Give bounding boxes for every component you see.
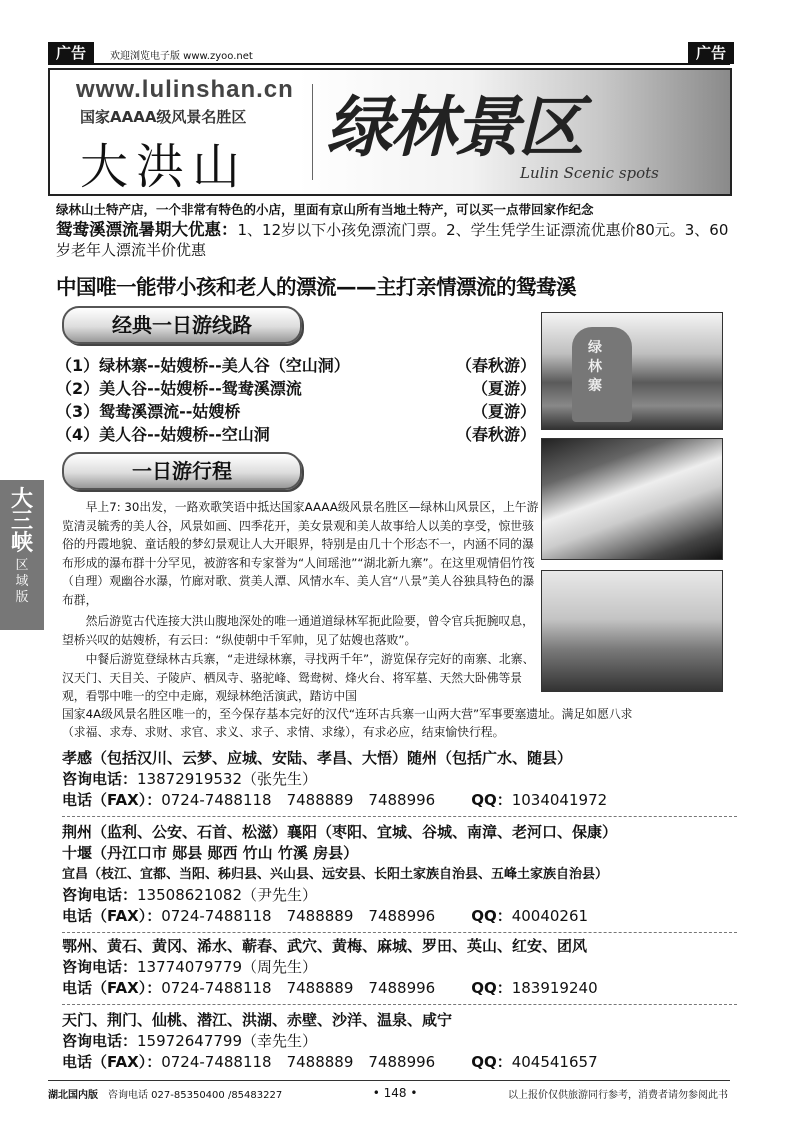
itinerary-para-4: 国家4A级风景名胜区唯一的，至今保存基本完好的汉代“连环古兵寨一山两大营”军事要塞遗址。满足如愿八求 <box>62 707 633 721</box>
contact-regions: 宜昌（枝江、宜都、当阳、秭归县、兴山县、远安县、长阳土家族自治县、五峰土家族自治县） <box>62 867 609 882</box>
itinerary-para-5: （求福、求寿、求财、求官、求义、求子、求情、求缘），有求必应，结束愉快行程。 <box>62 725 505 739</box>
banner-divider <box>312 84 313 180</box>
banner-url: www.lulinshan.cn <box>76 76 294 103</box>
itinerary-para-1: 早上7: 30出发，一路欢歌笑语中抵达国家AAAA级风景名胜区—绿林山风景区，上午游览清灵毓秀的美人谷，风景如画、四季花开，美女景观和美人故事给人以美的享受，惊世骇俗的丹霞地貌、童话般的梦幻景观让人大开眼界，特别是由几十个形态不一，内涵不同的瀑布形成的瀑布群十分罕见，被游客和专家誉为“人间瑶池”“湖北新九寨”。在这里观情侣竹筏（自理）观幽谷水瀑，竹廊对歌、赏美人潭、风情水车、美人宫“八景”美人谷独具特色的瀑布群， <box>62 500 539 607</box>
promo-body: 1、12岁以下小孩免漂流门票。2、学生凭学生证漂流优惠价80元。3、60岁老年人漂流半价优惠 <box>56 221 729 259</box>
side-label-sub: 区域版 <box>15 558 29 605</box>
contact-fax: 电话（FAX）： 0724-7488118 7488889 7488996 QQ： 404541657 <box>62 1053 598 1071</box>
contact-fax: 电话（FAX）： 0724-7488118 7488889 7488996 QQ： 183919240 <box>62 979 598 997</box>
contact-hotline: 咨询电话：13508621082（尹先生） <box>62 886 317 904</box>
route-list <box>56 354 536 446</box>
contact-divider <box>62 1004 737 1005</box>
contact-block <box>62 822 742 927</box>
route-item: （3）鸳鸯溪漂流--姑嫂桥 （夏游） <box>56 402 536 421</box>
page-number: • 148 • <box>372 1086 418 1100</box>
photo-landscape <box>541 570 723 692</box>
header-rule <box>48 63 730 65</box>
headline: 中国唯一能带小孩和老人的漂流——主打亲情漂流的鸳鸯溪 <box>56 275 576 299</box>
site-note: 欢迎浏览电子版 www.zyoo.net <box>110 51 253 62</box>
photo-stone-village <box>541 312 723 430</box>
photo-rafting <box>541 438 723 560</box>
route-item: （2）美人谷--姑嫂桥--鸳鸯溪漂流 （夏游） <box>56 379 536 398</box>
contact-regions: 天门、荆门、仙桃、潜江、洪湖、赤壁、沙洋、温泉、咸宁 <box>62 1011 453 1029</box>
contact-regions: 荆州（监利、公安、石首、松滋）襄阳（枣阳、宜城、谷城、南漳、老河口、保康） <box>62 823 618 841</box>
contact-divider <box>62 932 737 933</box>
ad-label-left: 广告 <box>48 42 94 64</box>
side-edition-label <box>0 480 44 630</box>
side-label-main: 大三峡 <box>10 486 33 556</box>
contact-block <box>62 936 742 999</box>
footer-rule <box>48 1080 730 1081</box>
promo-text <box>56 220 736 260</box>
promo-title: 鸳鸯溪漂流暑期大优惠： <box>56 220 238 239</box>
contact-regions: 十堰（丹江口市 郧县 郧西 竹山 竹溪 房县） <box>62 844 359 862</box>
contact-divider <box>62 816 737 817</box>
banner-grade: 国家AAAA级风景名胜区 <box>80 108 247 126</box>
ad-label-right: 广告 <box>688 42 734 64</box>
route-item: （1）绿林寨--姑嫂桥--美人谷（空山洞） （春秋游） <box>56 356 536 375</box>
section-title-itinerary: 一日游行程 <box>62 452 302 490</box>
footer-left: 湖北国内版 咨询电话 027-85350400 /85483227 <box>48 1090 283 1101</box>
banner-logo: 绿林景区 <box>326 88 582 166</box>
banner <box>48 68 732 196</box>
contact-fax: 电话（FAX）： 0724-7488118 7488889 7488996 QQ： 40040261 <box>62 907 589 925</box>
stone-inscription: 绿林寨 <box>588 340 602 394</box>
contact-block <box>62 748 742 811</box>
section-title-routes: 经典一日游线路 <box>62 306 302 344</box>
contact-fax: 电话（FAX）： 0724-7488118 7488889 7488996 QQ： 1034041972 <box>62 791 608 809</box>
contact-hotline: 咨询电话：13774079779（周先生） <box>62 958 317 976</box>
itinerary-para-2: 然后游览古代连接大洪山腹地深处的唯一通道道绿林军扼此险要，曾令官兵扼腕叹息，望桥兴叹的姑嫂桥，有云曰：“纵使朝中千军帅，见了姑嫂也落败”。 <box>62 614 534 647</box>
contact-hotline: 咨询电话：15972647799（幸先生） <box>62 1032 317 1050</box>
route-item: （4）美人谷--姑嫂桥--空山洞 （春秋游） <box>56 425 536 444</box>
banner-mountain: 大洪山 <box>80 139 249 195</box>
itinerary-para-3: 中餐后游览登绿林古兵寨，“走进绿林寨，寻找两千年”，游览保存完好的南寨、北寨、汉天门、天目关、子陵庐、栖凤寺、骆驼峰、鸳鸯树、烽火台、将军墓、天然大卧佛等景观，看鄂中唯一的空中走廊，观绿林绝活演武，踏访中国 <box>62 652 535 703</box>
footer-right: 以上报价仅供旅游同行参考，消费者请勿参阅此书 <box>507 1090 728 1101</box>
footer <box>48 1086 728 1101</box>
contact-block <box>62 1010 742 1073</box>
contact-regions: 鄂州、黄石、黄冈、浠水、蕲春、武穴、黄梅、麻城、罗田、英山、红安、团风 <box>62 937 588 955</box>
contact-hotline: 咨询电话：13872919532（张先生） <box>62 770 317 788</box>
contact-regions: 孝感（包括汉川、云梦、应城、安陆、孝昌、大悟）随州（包括广水、随县） <box>62 749 573 767</box>
store-text: 绿林山土特产店，一个非常有特色的小店，里面有京山所有当地土特产，可以买一点带回家作纪念 <box>56 202 594 217</box>
banner-logo-subtitle: Lulin Scenic spots <box>520 164 659 182</box>
